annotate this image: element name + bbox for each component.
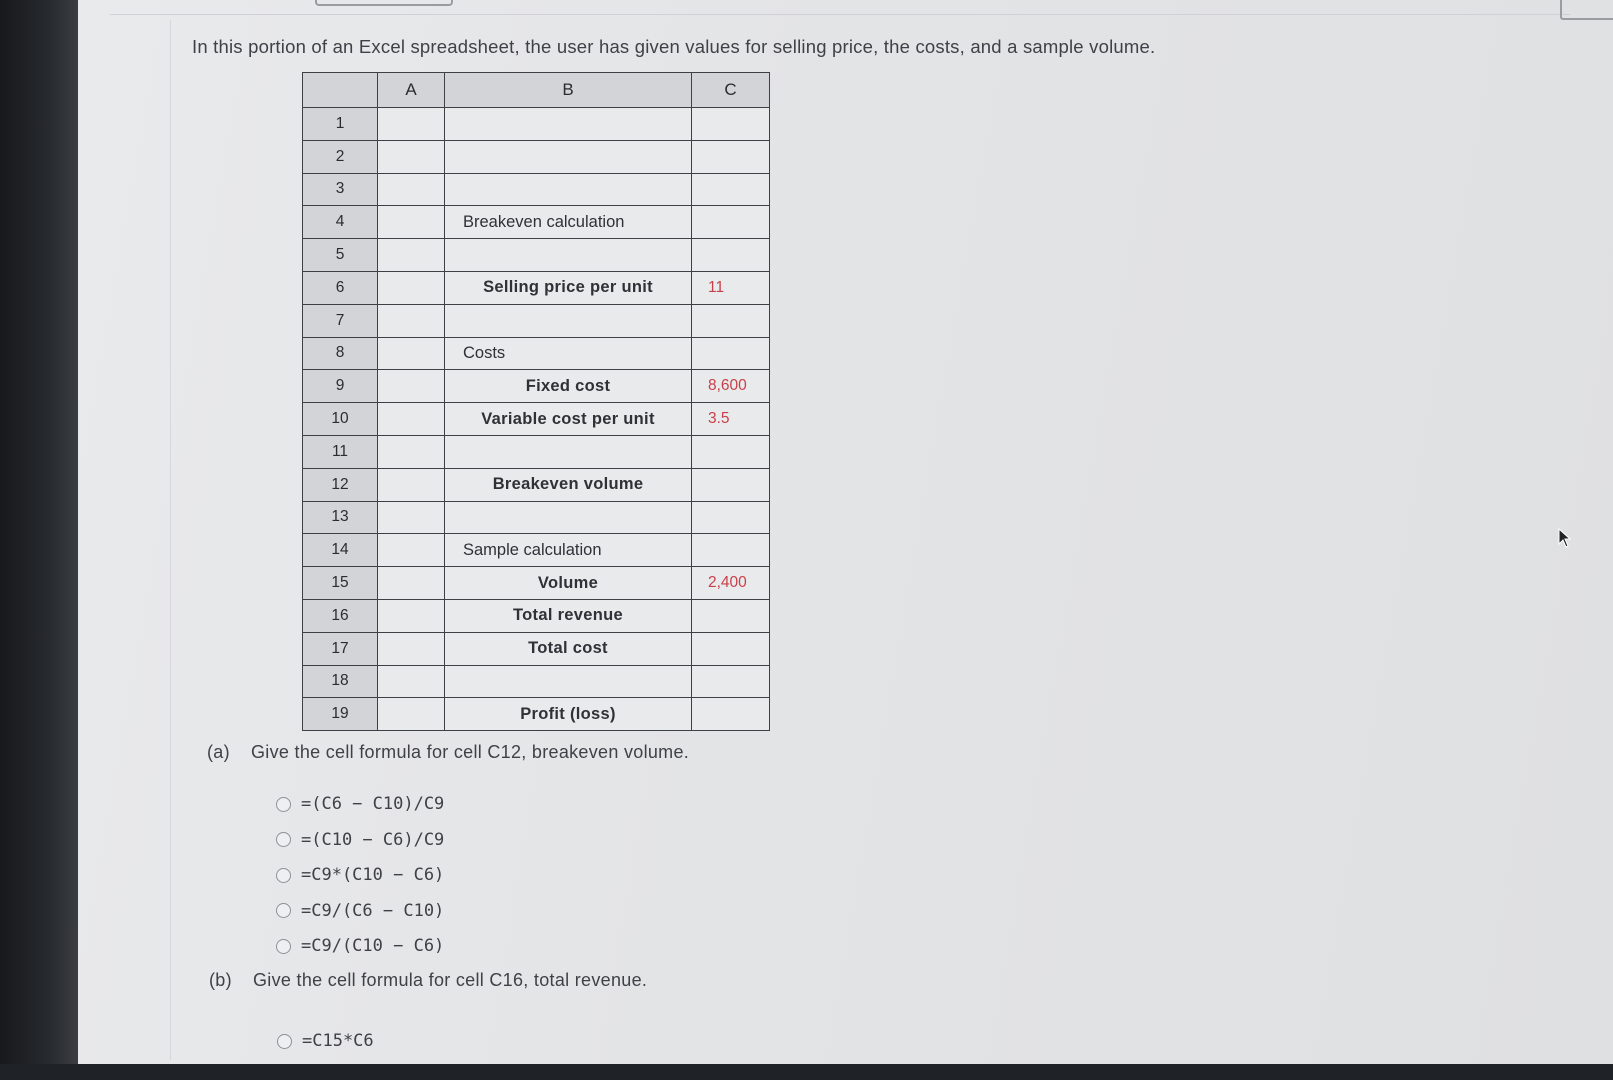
option-label: =C9/(C10 − C6) <box>301 936 445 956</box>
sheet-row <box>303 665 770 698</box>
row-header: 19 <box>303 698 378 731</box>
row-header: 14 <box>303 534 378 567</box>
content-border <box>170 20 171 1060</box>
cell-b[interactable] <box>445 665 692 698</box>
cell-b[interactable]: Volume <box>445 567 692 600</box>
question-a <box>207 742 689 763</box>
cell-a[interactable] <box>378 599 445 632</box>
column-header-a: A <box>378 73 445 108</box>
sheet-row <box>303 468 770 501</box>
question-a-option[interactable] <box>276 830 444 850</box>
sheet-row <box>303 435 770 468</box>
row-header: 8 <box>303 337 378 370</box>
corner-cell <box>303 73 378 108</box>
row-header: 12 <box>303 468 378 501</box>
sheet-row <box>303 632 770 665</box>
radio-button-icon[interactable] <box>276 939 291 954</box>
cell-c[interactable] <box>692 599 770 632</box>
row-header: 2 <box>303 140 378 173</box>
option-label: =(C6 − C10)/C9 <box>301 794 445 814</box>
cell-b[interactable] <box>445 304 692 337</box>
cell-a[interactable] <box>378 698 445 731</box>
option-label: =C9*(C10 − C6) <box>301 865 445 885</box>
cell-b[interactable] <box>445 140 692 173</box>
column-header-b: B <box>445 73 692 108</box>
cell-a[interactable] <box>378 337 445 370</box>
cell-a[interactable] <box>378 304 445 337</box>
cell-a[interactable] <box>378 108 445 141</box>
cell-c[interactable] <box>692 632 770 665</box>
monitor-bezel-bottom <box>0 1064 1613 1080</box>
sheet-row <box>303 698 770 731</box>
row-header: 5 <box>303 239 378 272</box>
sheet-row <box>303 501 770 534</box>
cell-a[interactable] <box>378 370 445 403</box>
question-b-label: (b) <box>209 970 232 990</box>
cell-b[interactable]: Breakeven volume <box>445 468 692 501</box>
cell-c[interactable] <box>692 435 770 468</box>
sheet-row <box>303 239 770 272</box>
cell-a[interactable] <box>378 206 445 239</box>
top-divider <box>110 14 1570 15</box>
sheet-row <box>303 173 770 206</box>
cell-c[interactable] <box>692 501 770 534</box>
cell-c[interactable] <box>692 665 770 698</box>
cell-c[interactable] <box>692 140 770 173</box>
sheet-row <box>303 337 770 370</box>
cell-a[interactable] <box>378 501 445 534</box>
question-b-option[interactable] <box>277 1031 374 1051</box>
cell-a[interactable] <box>378 534 445 567</box>
cell-a[interactable] <box>378 468 445 501</box>
cell-c[interactable]: 2,400 <box>692 567 770 600</box>
sheet-row <box>303 534 770 567</box>
cell-c[interactable] <box>692 206 770 239</box>
sheet-row <box>303 206 770 239</box>
radio-button-icon[interactable] <box>276 832 291 847</box>
cell-c[interactable] <box>692 304 770 337</box>
spreadsheet-body <box>303 108 770 731</box>
radio-button-icon[interactable] <box>276 903 291 918</box>
question-a-option[interactable] <box>276 865 444 885</box>
sheet-row <box>303 140 770 173</box>
option-label: =C9/(C6 − C10) <box>301 900 445 921</box>
radio-button-icon[interactable] <box>277 1034 292 1049</box>
cell-a[interactable] <box>378 435 445 468</box>
cell-c[interactable] <box>692 534 770 567</box>
row-header: 10 <box>303 403 378 436</box>
sheet-row <box>303 108 770 141</box>
cell-a[interactable] <box>378 632 445 665</box>
question-a-text: Give the cell formula for cell C12, breakeven volume. <box>251 742 690 762</box>
sheet-row <box>303 567 770 600</box>
cell-c[interactable] <box>692 108 770 141</box>
cell-b[interactable] <box>445 173 692 206</box>
row-header: 13 <box>303 501 378 534</box>
row-header: 1 <box>303 108 378 141</box>
sheet-row <box>303 271 770 304</box>
sheet-row <box>303 599 770 632</box>
cell-c[interactable] <box>692 337 770 370</box>
cell-a[interactable] <box>378 403 445 436</box>
cell-b[interactable]: Variable cost per unit <box>445 403 692 436</box>
cell-b[interactable] <box>445 239 692 272</box>
top-right-control[interactable] <box>1560 0 1613 20</box>
question-a-option[interactable] <box>276 936 444 956</box>
cell-c[interactable] <box>692 698 770 731</box>
cell-c[interactable] <box>692 173 770 206</box>
row-header: 9 <box>303 370 378 403</box>
radio-button-icon[interactable] <box>276 868 291 883</box>
mouse-cursor-icon <box>1558 528 1572 548</box>
question-intro: In this portion of an Excel spreadsheet, the user has given values for selling price, the costs, and a sample volume. <box>192 36 1156 57</box>
cell-a[interactable] <box>378 665 445 698</box>
sheet-row <box>303 403 770 436</box>
cell-b[interactable] <box>445 108 692 141</box>
row-header: 3 <box>303 173 378 206</box>
cell-b[interactable]: Costs <box>445 337 692 370</box>
cell-b[interactable]: Fixed cost <box>445 370 692 403</box>
row-header: 16 <box>303 599 378 632</box>
question-a-option[interactable] <box>276 901 444 921</box>
cell-a[interactable] <box>378 173 445 206</box>
cell-b[interactable]: Total cost <box>445 632 692 665</box>
monitor-bezel-left <box>0 0 78 1080</box>
row-header: 4 <box>303 206 378 239</box>
cell-b[interactable] <box>445 435 692 468</box>
cell-b[interactable]: Selling price per unit <box>445 271 692 304</box>
cell-b[interactable] <box>445 501 692 534</box>
question-b <box>209 970 647 991</box>
question-b-text: Give the cell formula for cell C16, total revenue. <box>253 970 648 990</box>
cell-c[interactable] <box>692 239 770 272</box>
question-a-option[interactable] <box>276 794 444 814</box>
column-header-c: C <box>692 73 770 108</box>
cell-a[interactable] <box>378 239 445 272</box>
cell-b[interactable]: Sample calculation <box>445 534 692 567</box>
cell-a[interactable] <box>378 271 445 304</box>
row-header: 7 <box>303 304 378 337</box>
radio-button-icon[interactable] <box>276 797 291 812</box>
row-header: 11 <box>303 435 378 468</box>
sheet-row <box>303 370 770 403</box>
row-header: 15 <box>303 567 378 600</box>
row-header: 17 <box>303 632 378 665</box>
cell-c[interactable] <box>692 468 770 501</box>
sheet-row <box>303 304 770 337</box>
cell-a[interactable] <box>378 567 445 600</box>
cell-c[interactable]: 3.5 <box>692 403 770 436</box>
cell-c[interactable]: 11 <box>692 271 770 304</box>
cell-b[interactable]: Breakeven calculation <box>445 206 692 239</box>
cell-c[interactable]: 8,600 <box>692 370 770 403</box>
cell-a[interactable] <box>378 140 445 173</box>
row-header: 6 <box>303 271 378 304</box>
cell-b[interactable]: Profit (loss) <box>445 698 692 731</box>
top-toolbar-tab[interactable] <box>315 0 453 6</box>
question-a-label: (a) <box>207 742 230 762</box>
cell-b[interactable]: Total revenue <box>445 599 692 632</box>
option-label: =C15*C6 <box>302 1031 374 1051</box>
option-label: =(C10 − C6)/C9 <box>301 829 445 850</box>
row-header: 18 <box>303 665 378 698</box>
spreadsheet <box>302 72 770 731</box>
